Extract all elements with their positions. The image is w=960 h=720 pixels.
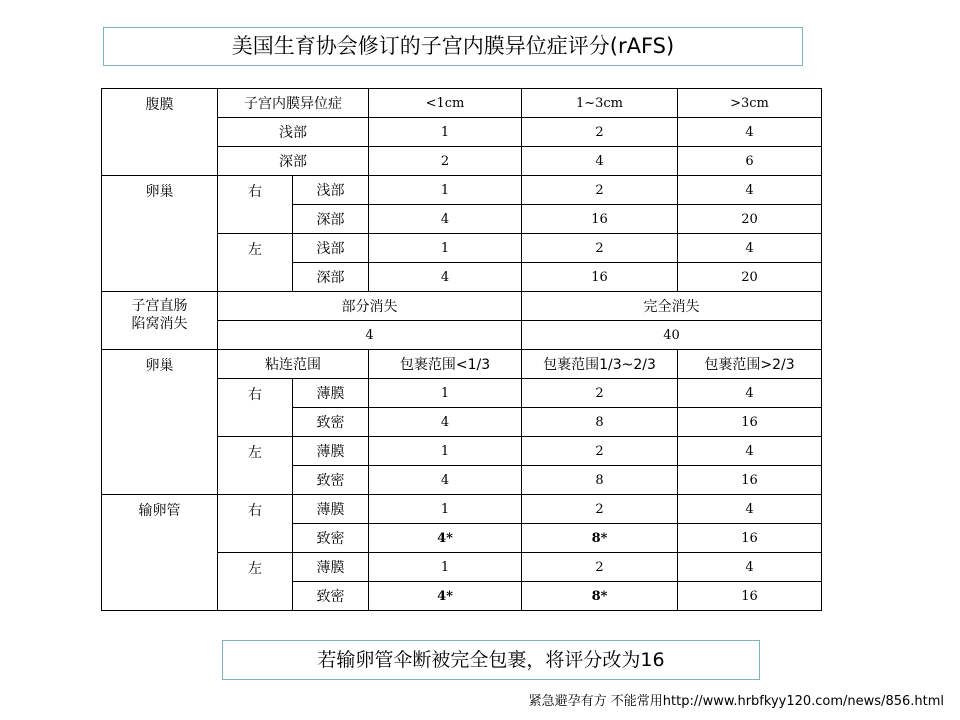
- side-label: 右: [218, 176, 293, 234]
- side-label: 左: [218, 553, 293, 611]
- side-label: 右: [218, 495, 293, 553]
- side-label: 左: [218, 234, 293, 292]
- tube-label: 输卵管: [102, 495, 218, 611]
- score-cell: 8*: [522, 582, 678, 611]
- rafs-score-table: [101, 88, 822, 611]
- peritoneum-label: 腹膜: [102, 89, 218, 176]
- score-cell: 6: [678, 147, 822, 176]
- enclosure-header: 包裹范围1/3~2/3: [522, 350, 678, 379]
- adhesion-range-header: 粘连范围: [218, 350, 369, 379]
- depth-label: 浅部: [293, 234, 369, 263]
- score-cell: 2: [369, 147, 522, 176]
- score-cell: 4: [678, 553, 822, 582]
- score-cell: 4: [678, 379, 822, 408]
- footer-link-text[interactable]: 紧急避孕有方 不能常用http://www.hrbfkyy120.com/news/856.html: [528, 694, 944, 709]
- score-cell: 8: [522, 466, 678, 495]
- table-row: [102, 350, 822, 379]
- adhesion-type-label: 致密: [293, 524, 369, 553]
- score-cell: 1: [369, 553, 522, 582]
- score-cell: 1: [369, 176, 522, 205]
- cul-de-sac-label: 子宫直肠 陷窝消失: [102, 292, 218, 350]
- score-cell: 16: [522, 263, 678, 292]
- depth-label: 浅部: [218, 118, 369, 147]
- score-cell: 4: [678, 234, 822, 263]
- depth-label: 深部: [293, 205, 369, 234]
- table-row: [102, 495, 822, 524]
- score-cell: 4: [678, 176, 822, 205]
- score-cell: 2: [522, 118, 678, 147]
- score-cell: 4: [369, 408, 522, 437]
- score-cell: 16: [522, 205, 678, 234]
- score-cell: 16: [678, 582, 822, 611]
- adhesion-type-label: 薄膜: [293, 495, 369, 524]
- lesion-header: 子宫内膜异位症: [218, 89, 369, 118]
- score-cell: 4: [678, 118, 822, 147]
- score-cell: 2: [522, 234, 678, 263]
- ovary-label: 卵巢: [102, 176, 218, 292]
- adhesion-type-label: 薄膜: [293, 437, 369, 466]
- score-cell: 1: [369, 379, 522, 408]
- score-cell: 1: [369, 234, 522, 263]
- adhesion-type-label: 致密: [293, 582, 369, 611]
- score-cell: 16: [678, 408, 822, 437]
- table-row: [102, 89, 822, 118]
- score-cell: 2: [522, 379, 678, 408]
- score-cell: 4: [678, 495, 822, 524]
- size-header-small: <1cm: [369, 89, 522, 118]
- adhesion-type-label: 薄膜: [293, 379, 369, 408]
- score-cell: 20: [678, 205, 822, 234]
- score-cell: 16: [678, 524, 822, 553]
- table-row: [102, 176, 822, 205]
- depth-label: 深部: [218, 147, 369, 176]
- score-cell: 20: [678, 263, 822, 292]
- adhesion-type-label: 致密: [293, 466, 369, 495]
- size-header-medium: 1~3cm: [522, 89, 678, 118]
- partial-obliteration-header: 部分消失: [218, 292, 522, 321]
- score-cell: 4: [678, 437, 822, 466]
- score-cell: 8: [522, 408, 678, 437]
- score-cell: 4: [369, 263, 522, 292]
- score-cell: 2: [522, 176, 678, 205]
- depth-label: 深部: [293, 263, 369, 292]
- score-cell: 2: [522, 495, 678, 524]
- score-cell: 4: [522, 147, 678, 176]
- footnote-box: 若输卵管伞断被完全包裹，将评分改为16: [222, 640, 760, 680]
- page-title: 美国生育协会修订的子宫内膜异位症评分(rAFS): [103, 27, 803, 66]
- side-label: 左: [218, 437, 293, 495]
- score-cell: 2: [522, 553, 678, 582]
- score-cell: 4*: [369, 582, 522, 611]
- score-cell: 4: [369, 466, 522, 495]
- score-cell: 4: [218, 321, 522, 350]
- score-cell: 4*: [369, 524, 522, 553]
- ovary-adhesion-label: 卵巢: [102, 350, 218, 495]
- score-cell: 16: [678, 466, 822, 495]
- enclosure-header: 包裹范围<1/3: [369, 350, 522, 379]
- score-cell: 1: [369, 495, 522, 524]
- table-row: [102, 292, 822, 321]
- size-header-large: >3cm: [678, 89, 822, 118]
- adhesion-type-label: 薄膜: [293, 553, 369, 582]
- score-cell: 1: [369, 118, 522, 147]
- adhesion-type-label: 致密: [293, 408, 369, 437]
- side-label: 右: [218, 379, 293, 437]
- score-cell: 4: [369, 205, 522, 234]
- depth-label: 浅部: [293, 176, 369, 205]
- score-cell: 8*: [522, 524, 678, 553]
- score-cell: 40: [522, 321, 822, 350]
- score-cell: 2: [522, 437, 678, 466]
- score-cell: 1: [369, 437, 522, 466]
- enclosure-header: 包裹范围>2/3: [678, 350, 822, 379]
- complete-obliteration-header: 完全消失: [522, 292, 822, 321]
